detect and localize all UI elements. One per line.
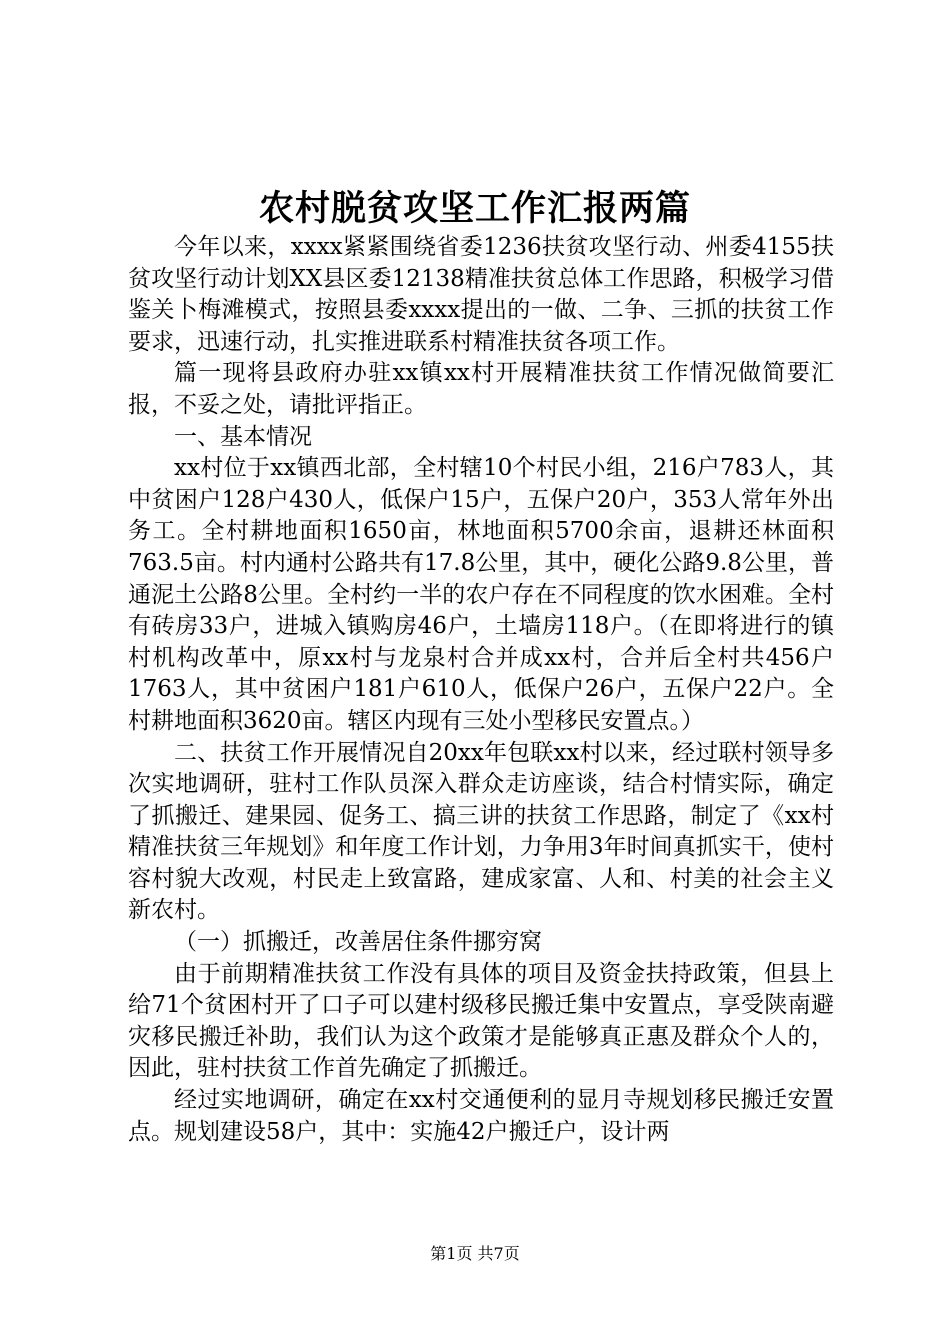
paragraph-relocation-plan: 经过实地调研，确定在xx村交通便利的显月寺规划移民搬迁安置点。规划建设58户，其中：实施42户搬迁户，设计两 <box>128 1087 834 1145</box>
paragraph-part-one: 篇一现将县政府办驻xx镇xx村开展精准扶贫工作情况做简要汇报，不妥之处，请批评指正。 <box>128 360 834 418</box>
document-title: 农村脱贫攻坚工作汇报两篇 <box>258 188 691 229</box>
paragraph-intro: 今年以来，xxxx紧紧围绕省委1236扶贫攻坚行动、州委4155扶贫攻坚行动计划XX县区委12138精准扶贫总体工作思路，积极学习借鉴关卜梅滩模式，按照县委xxxx提出的一做、二争、三抓的扶贫工作要求，迅速行动，扎实推进联系村精准扶贫各项工作。 <box>128 234 834 355</box>
section-heading-basic-info: 一、基本情况 <box>174 423 312 450</box>
page-footer: 第1页 共7页 <box>430 1244 520 1263</box>
document-body <box>128 232 834 1148</box>
subheading-relocation: （一）抓搬迁，改善居住条件挪穷窝 <box>174 929 542 956</box>
paragraph-work-progress: 二、扶贫工作开展情况自20xx年包联xx村以来，经过联村领导多次实地调研，驻村工作队员深入群众走访座谈，结合村情实际，确定了抓搬迁、建果园、促务工、搞三讲的扶贫工作思路，制定了《xx村精准扶贫三年规划》和年度工作计划，力争用3年时间真抓实干，使村容村貌大改观，村民走上致富路，建成家富、人和、村美的社会主义新农村。 <box>128 739 834 924</box>
paragraph-relocation: 由于前期精准扶贫工作没有具体的项目及资金扶持政策，但县上给71个贫困村开了口子可以建村级移民搬迁集中安置点，享受陕南避灾移民搬迁补助，我们认为这个政策才是能够真正惠及群众个人的，因此，驻村扶贫工作首先确定了抓搬迁。 <box>128 960 834 1082</box>
paragraph-basic-info: xx村位于xx镇西北部，全村辖10个村民小组，216户783人，其中贫困户128户430人，低保户15户，五保户20户，353人常年外出务工。全村耕地面积1650亩，林地面积5700余亩，退耕还林面积763.5亩。村内通村公路共有17.8公里，其中，硬化公路9.8公里，普通泥土公路8公里。全村约一半的农户存在不同程度的饮水困难。全村有砖房33户，进城入镇购房46户，土墙房118户。（在即将进行的镇村机构改革中，原xx村与龙泉村合并成xx村，合并后全村共456户1763人，其中贫困户181户610人，低保户26户，五保户22户。全村耕地面积3620亩。辖区内现有三处小型移民安置点。） <box>128 455 834 734</box>
